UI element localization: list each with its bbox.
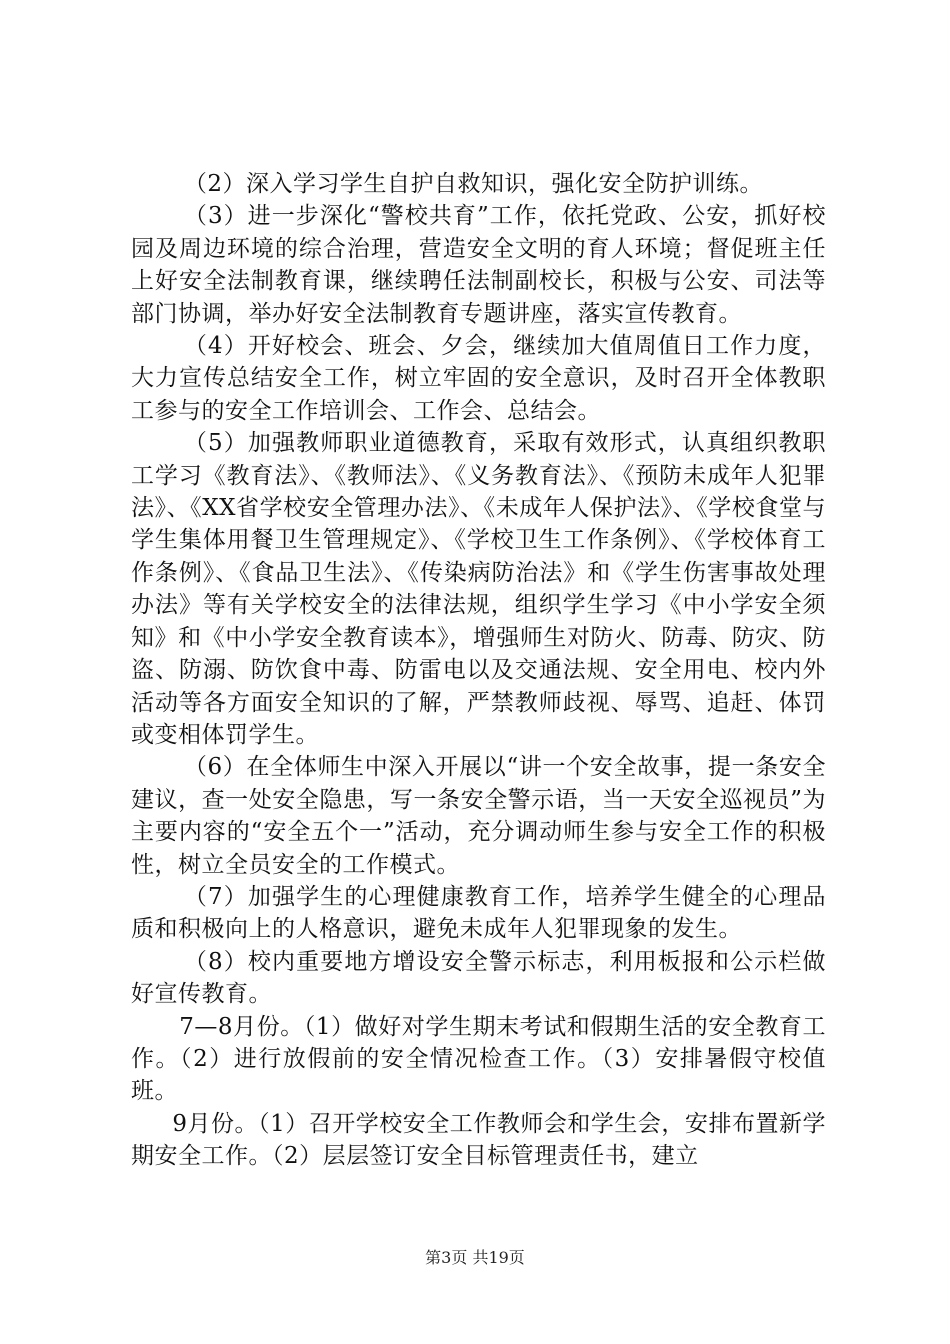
paragraph-july-august: 7—8月份。（1）做好对学生期末考试和假期生活的安全教育工作。（2）进行放假前的安全情况检查工作。（3）安排暑假守校值班。 [131, 1013, 826, 1105]
paragraph-item-6: （6）在全体师生中深入开展以“讲一个安全故事，提一条安全建议，查一处安全隐患，写一条安全警示语，当一天安全巡视员”为主要内容的“安全五个一”活动，充分调动师生参与安全工作的积极性，树立全员安全的工作模式。 [131, 754, 826, 878]
paragraph-september: 9月份。（1）召开学校安全工作教师会和学生会，安排布置新学期安全工作。（2）层层签订安全目标管理责任书，建立 [131, 1110, 826, 1170]
paragraph-item-4: （4）开好校会、班会、夕会，继续加大值周值日工作力度，大力宣传总结安全工作，树立牢固的安全意识，及时召开全体教职工参与的安全工作培训会、工作会、总结会。 [131, 333, 826, 424]
document-body [131, 168, 826, 1173]
paragraph-item-5: （5）加强教师职业道德教育，采取有效形式，认真组织教职工学习《教育法》、《教师法》、《义务教育法》、《预防未成年人犯罪法》、《XX省学校安全管理办法》、《未成年人保护法》、《学校食堂与学生集体用餐卫生管理规定》、《学校卫生工作条例》、《学校体育工作条例》、《食品卫生法》、《传染病防治法》和《学生伤害事故处理办法》等有关学校安全的法律法规，组织学生学习《中小学安全须知》和《中小学安全教育读本》，增强师生对防火、防毒、防灾、防盗、防溺、防饮食中毒、防雷电以及交通法规、安全用电、校内外活动等各方面安全知识的了解，严禁教师歧视、辱骂、追赶、体罚或变相体罚学生。 [131, 430, 826, 748]
paragraph-item-2: （2）深入学习学生自护自救知识，强化安全防护训练。 [183, 171, 764, 197]
paragraph-item-8: （8）校内重要地方增设安全警示标志，利用板报和公示栏做好宣传教育。 [131, 948, 826, 1008]
paragraph-item-3: （3）进一步深化“警校共育”工作，依托党政、公安，抓好校园及周边环境的综合治理，营造安全文明的育人环境；督促班主任上好安全法制教育课，继续聘任法制副校长，积极与公安、司法等部门协调，举办好安全法制教育专题讲座，落实宣传教育。 [131, 203, 826, 327]
page-number-footer: 第3页 共19页 [425, 1248, 525, 1267]
paragraph-item-7: （7）加强学生的心理健康教育工作，培养学生健全的心理品质和积极向上的人格意识，避免未成年人犯罪现象的发生。 [131, 883, 826, 943]
